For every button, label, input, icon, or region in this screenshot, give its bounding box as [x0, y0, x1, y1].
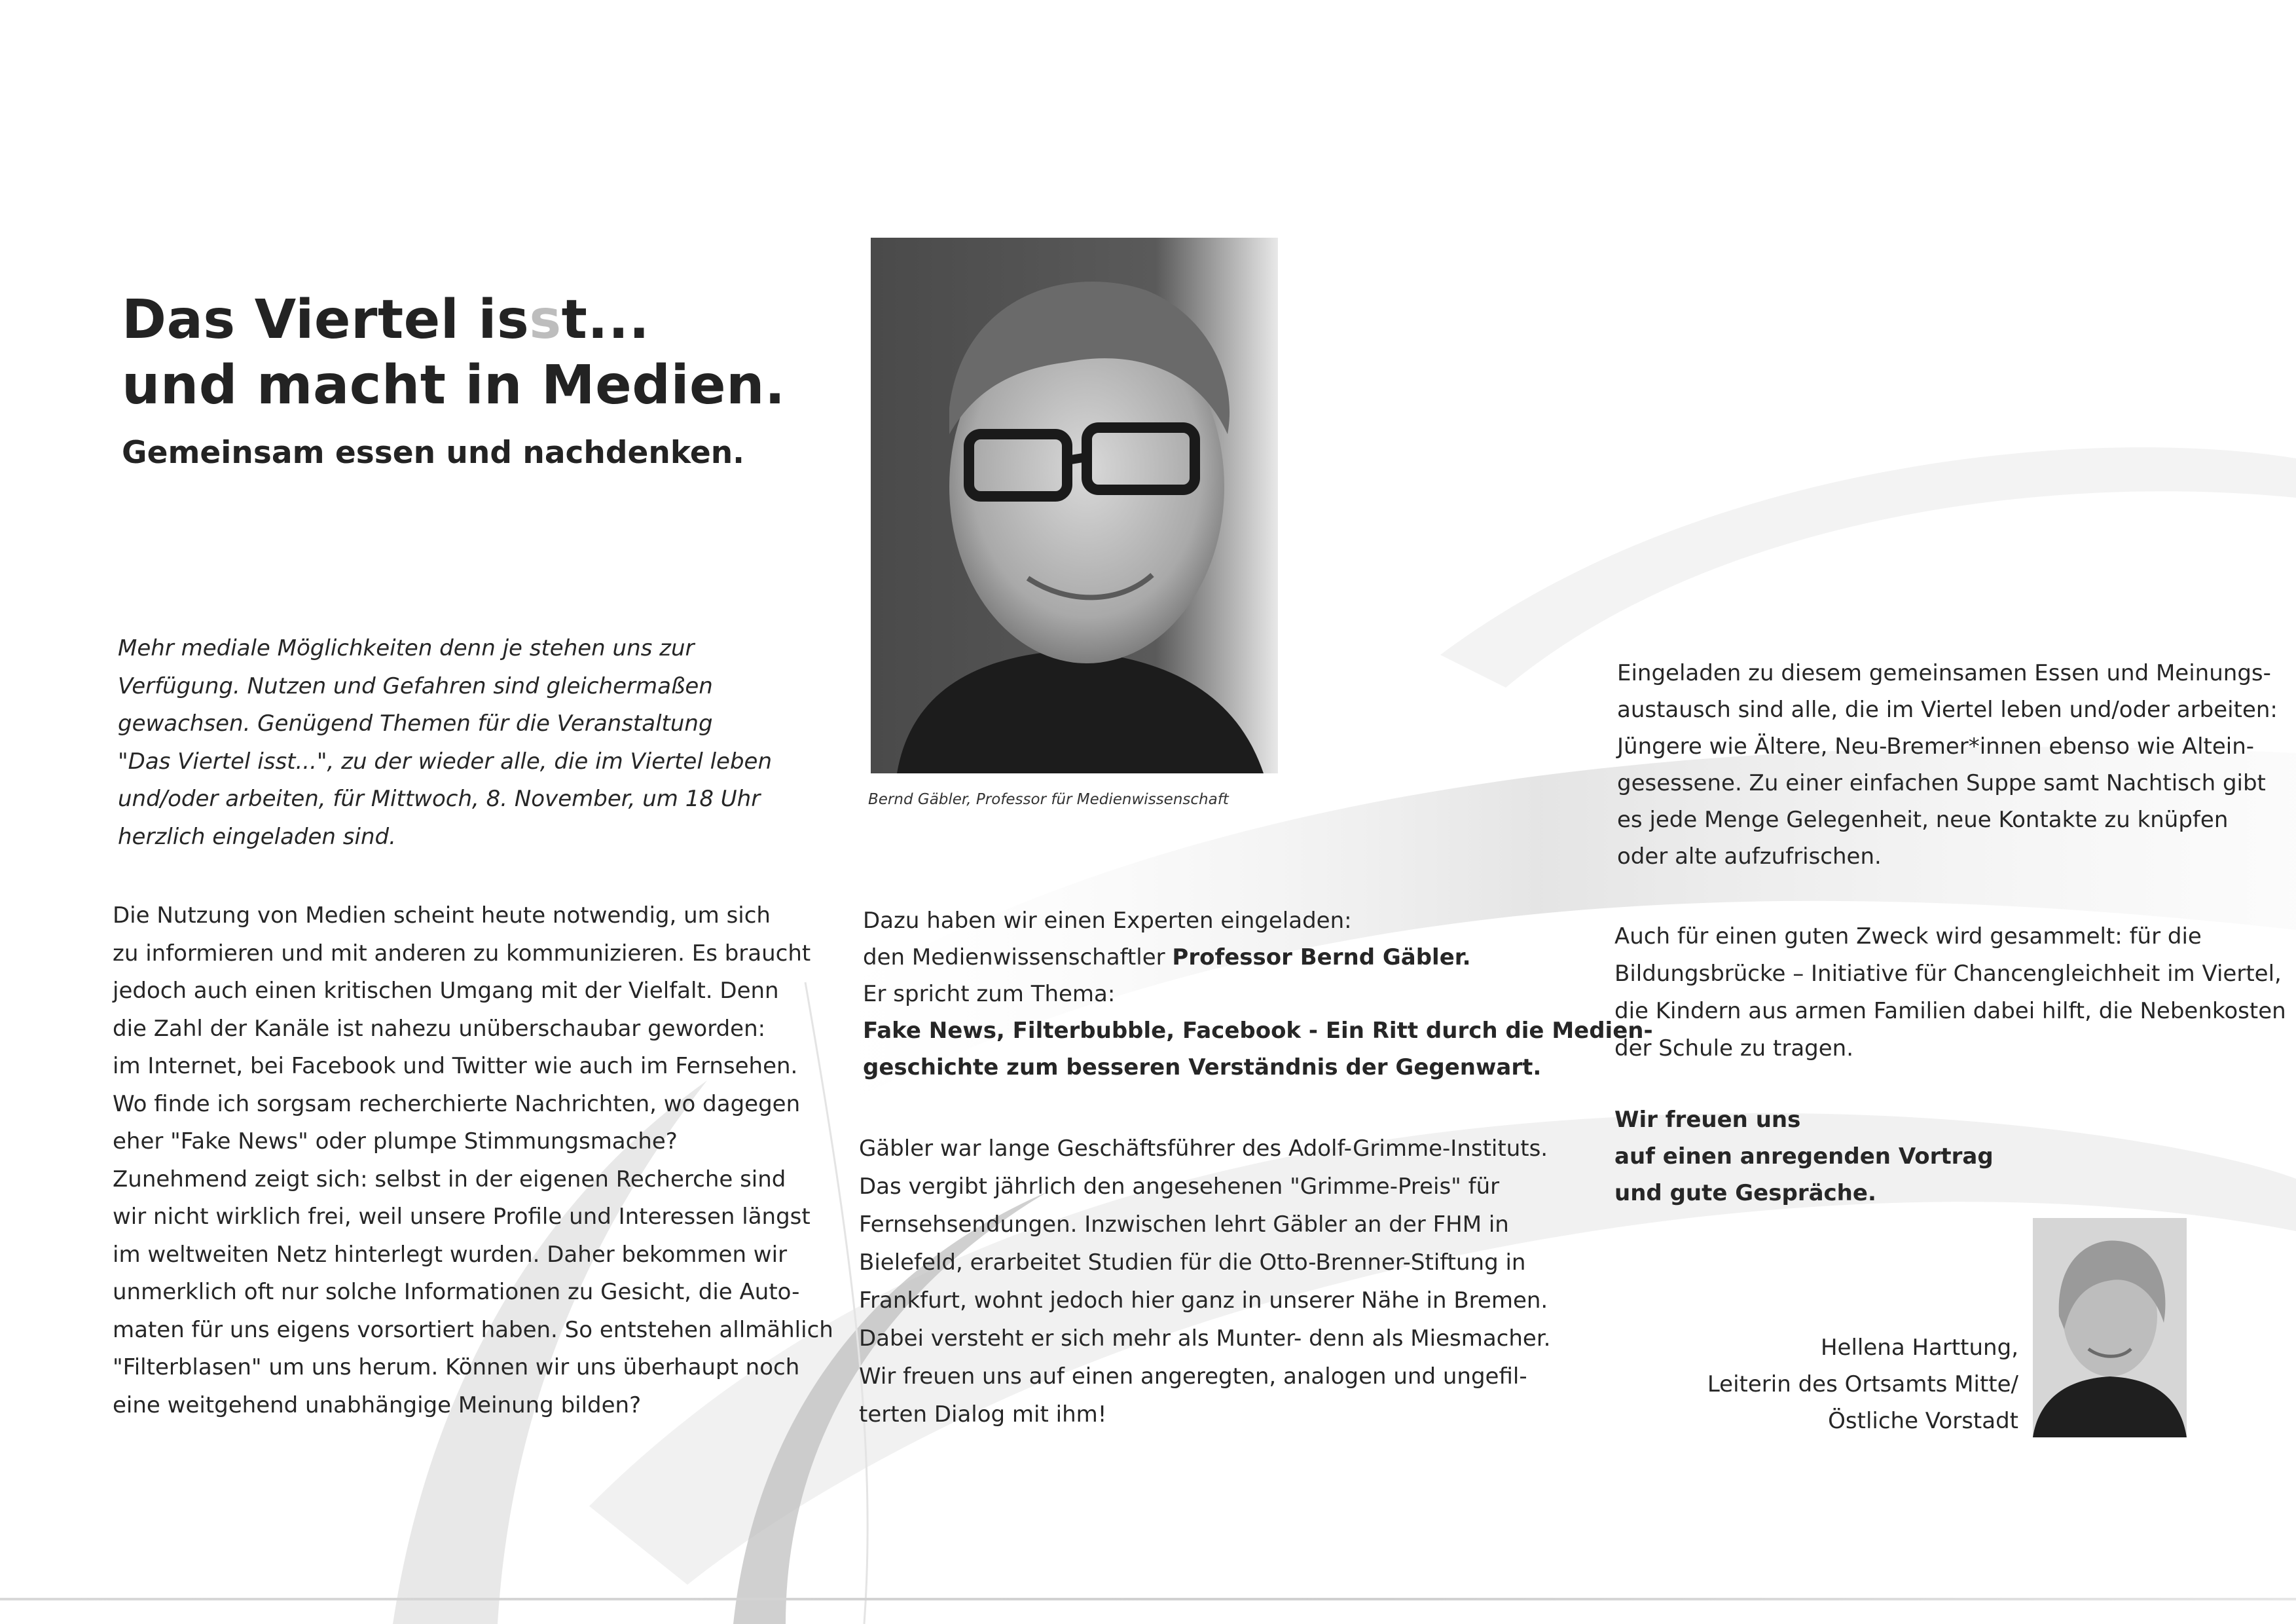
closing-line: auf einen anregenden Vortrag: [1614, 1143, 1994, 1170]
expert-intro-paragraph: [863, 902, 1653, 1086]
page-subtitle: Gemeinsam essen und nachdenken.: [122, 435, 745, 471]
bio-line: terten Dialog mit ihm!: [859, 1401, 1107, 1428]
signature-role: Leiterin des Ortsamts Mitte/: [1707, 1371, 2018, 1397]
signatory-portrait-photo: [2033, 1218, 2187, 1437]
closing-line: und gute Gespräche.: [1614, 1180, 1876, 1206]
body-line: eher "Fake News" oder plumpe Stimmungsmache?: [113, 1128, 678, 1154]
bio-line: Frankfurt, wohnt jedoch hier ganz in unserer Nähe in Bremen.: [859, 1287, 1548, 1314]
invite-line: gesessene. Zu einer einfachen Suppe samt Nachtisch gibt: [1617, 770, 2266, 796]
page-title-line-1: Das Viertel isst...: [122, 289, 650, 351]
portrait-caption: Bernd Gäbler, Professor für Medienwissenschaft: [868, 791, 1229, 808]
body-line: Zunehmend zeigt sich: selbst in der eigenen Recherche sind: [113, 1166, 786, 1192]
body-line: Die Nutzung von Medien scheint heute notwendig, um sich: [113, 902, 771, 929]
invite-line: austausch sind alle, die im Viertel leben und/oder arbeiten:: [1617, 697, 2278, 723]
intro-line: gewachsen. Genügend Themen für die Veranstaltung: [118, 710, 713, 737]
bio-paragraph: [859, 1130, 1551, 1433]
invite-line: es jede Menge Gelegenheit, neue Kontakte zu knüpfen: [1617, 807, 2229, 833]
talk-topic-line: geschichte zum besseren Verständnis der Gegenwart.: [863, 1054, 1542, 1080]
body-line: unmerklich oft nur solche Informationen zu Gesicht, die Auto-: [113, 1279, 800, 1305]
charity-paragraph: [1614, 918, 2286, 1067]
expert-line: den Medienwissenschaftler Professor Bernd Gäbler.: [863, 944, 1471, 970]
invite-line: oder alte aufzufrischen.: [1617, 843, 1882, 870]
expert-line: Er spricht zum Thema:: [863, 981, 1116, 1007]
invite-line: Eingeladen zu diesem gemeinsamen Essen und Meinungs-: [1617, 660, 2271, 686]
signature-block: [1707, 1329, 2018, 1439]
portrait-illustration: [871, 238, 1278, 773]
bio-line: Das vergibt jährlich den angesehenen "Grimme-Preis" für: [859, 1173, 1500, 1200]
intro-line: Mehr mediale Möglichkeiten denn je stehen uns zur: [118, 635, 695, 661]
body-line: Wo finde ich sorgsam recherchierte Nachrichten, wo dagegen: [113, 1090, 801, 1117]
invite-line: Jüngere wie Ältere, Neu-Bremer*innen ebenso wie Altein-: [1617, 733, 2255, 760]
expert-portrait-photo: [871, 238, 1278, 773]
expert-line: Dazu haben wir einen Experten eingeladen:: [863, 908, 1352, 934]
invite-paragraph: [1617, 655, 2278, 875]
body-line: im weltweiten Netz hinterlegt wurden. Daher bekommen wir: [113, 1241, 788, 1268]
body-line: maten für uns eigens vorsortiert haben. So entstehen allmählich: [113, 1316, 833, 1343]
charity-line: Bildungsbrücke – Initiative für Chancengleichheit im Viertel,: [1614, 961, 2282, 987]
charity-line: die Kindern aus armen Familien dabei hilft, die Nebenkosten: [1614, 998, 2286, 1024]
signatory-illustration: [2033, 1218, 2187, 1437]
body-line: jedoch auch einen kritischen Umgang mit der Vielfalt. Denn: [113, 978, 779, 1004]
bottom-divider: [0, 1598, 2296, 1600]
body-line: die Zahl der Kanäle ist nahezu unüberschaubar geworden:: [113, 1015, 766, 1042]
closing-paragraph: [1614, 1101, 1994, 1211]
intro-line: "Das Viertel isst...", zu der wieder alle, die im Viertel leben: [118, 748, 773, 775]
bio-line: Bielefeld, erarbeitet Studien für die Otto-Brenner-Stiftung in: [859, 1249, 1526, 1276]
left-body-paragraph: [113, 897, 833, 1424]
body-line: im Internet, bei Facebook und Twitter wie auch im Fernsehen.: [113, 1053, 798, 1079]
signature-name: Hellena Harttung,: [1820, 1335, 2018, 1361]
bio-line: Gäbler war lange Geschäftsführer des Adolf-Grimme-Instituts.: [859, 1135, 1548, 1162]
bio-line: Fernsehsendungen. Inzwischen lehrt Gäbler an der FHM in: [859, 1211, 1509, 1238]
bio-line: Wir freuen uns auf einen angeregten, analogen und ungefil-: [859, 1363, 1527, 1390]
body-line: "Filterblasen" um uns herum. Können wir uns überhaupt noch: [113, 1354, 800, 1380]
intro-paragraph: [118, 630, 772, 856]
intro-line: und/oder arbeiten, für Mittwoch, 8. November, um 18 Uhr: [118, 786, 761, 812]
signature-role-cont: Östliche Vorstadt: [1828, 1408, 2018, 1434]
intro-line: herzlich eingeladen sind.: [118, 823, 396, 850]
body-line: eine weitgehend unabhängige Meinung bilden?: [113, 1392, 642, 1418]
closing-line: Wir freuen uns: [1614, 1107, 1801, 1133]
charity-line: der Schule zu tragen.: [1614, 1035, 1854, 1061]
bio-line: Dabei versteht er sich mehr als Munter- denn als Miesmacher.: [859, 1325, 1551, 1352]
body-line: wir nicht wirklich frei, weil unsere Profile und Interessen längst: [113, 1204, 811, 1230]
talk-topic-line: Fake News, Filterbubble, Facebook - Ein Ritt durch die Medien-: [863, 1018, 1653, 1044]
intro-line: Verfügung. Nutzen und Gefahren sind gleichermaßen: [118, 673, 713, 699]
page-title-line-2: und macht in Medien.: [122, 354, 786, 416]
charity-line: Auch für einen guten Zweck wird gesammelt: für die: [1614, 923, 2202, 950]
body-line: zu informieren und mit anderen zu kommunizieren. Es braucht: [113, 940, 811, 967]
